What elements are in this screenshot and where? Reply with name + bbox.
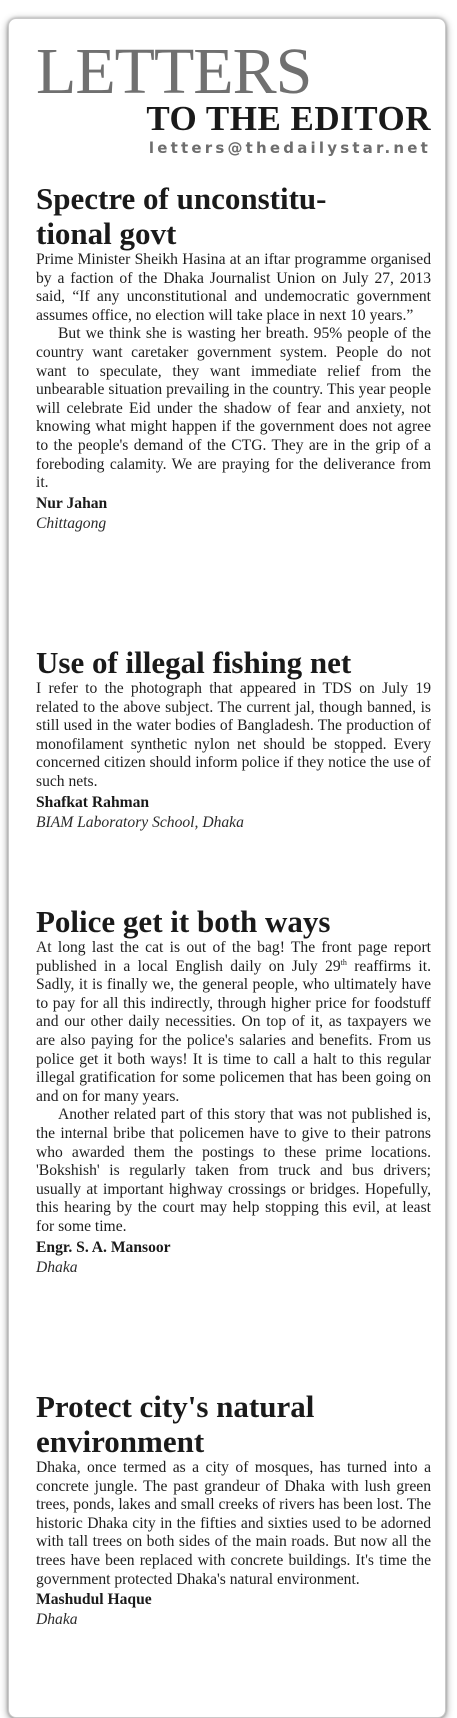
- letter-paragraph: Another related part of this story that was not published is, the internal bribe that policemen have to give to their patrons who awarded them the postings to these prime locations. 'Bokshish' is regularly taken from truck and bus drivers; usually at important highway crossings or bridges. Hopefully, this hearing by the court may help stopping this evil, at least for some time.: [36, 1106, 431, 1235]
- letter-paragraph: Dhaka, once termed as a city of mosques, has turned into a concrete jungle. The past grandeur of Dhaka with lush green trees, ponds, lakes and small creeks of rivers has been lost. The historic Dhaka city in the fifties and sixties used to be adorned with tall trees on both sides of the main roads. But now all the trees have been replaced with concrete buildings. It's time the government protected Dhaka's natural environment.: [36, 1459, 431, 1588]
- letters-column-card: [8, 18, 446, 1718]
- letter-place: Dhaka: [36, 1611, 78, 1629]
- letter-paragraph: But we think she is wasting her breath. 95% people of the country want caretaker government system. People do not want to speculate, they want immediate relief from the unbearable situation prevailing in the country. This year people will celebrate Eid under the shadow of fear and anxiety, not knowing what might happen if the government does not agree to the people's demand of the CTG. They are in the grip of a foreboding calamity. We are praying for the deliverance from it.: [36, 325, 431, 492]
- letter-author: Mashudul Haque: [36, 1591, 152, 1609]
- letter-place: Chittagong: [36, 514, 107, 532]
- paragraph-text: reaffirms it. Sadly, it is finally we, the general people, who ultimately have to pay for all this indirectly, through higher price for foodstuff and our other daily necessities. On top of it, as taxpayers we are also paying for the police's salaries and benefits. From us police get it both ways! It is time to call a halt to this regular illegal gratification for some policemen that has been going on and on for many years.: [36, 957, 431, 1105]
- letter-spectre: [36, 181, 431, 534]
- letter-fishing-net: [36, 645, 431, 833]
- paragraph-text: At long last the cat is out of the bag! The front page report published in a local English daily on July 29: [36, 939, 431, 975]
- letter-author: Engr. S. A. Mansoor: [36, 1238, 171, 1256]
- letter-paragraph: I refer to the photograph that appeared in TDS on July 19 related to the above subject. The current jal, though banned, is still used in the water bodies of Bangladesh. The production of monofilament synthetic nylon net should be stopped. Every concerned citizen should inform police if they notice the use of such nets.: [36, 680, 431, 790]
- letter-place: BIAM Laboratory School, Dhaka: [36, 813, 244, 831]
- letter-paragraph: [36, 939, 431, 1106]
- ordinal-suffix: th: [340, 957, 347, 967]
- masthead-subtitle: TO THE EDITOR: [146, 99, 431, 138]
- letter-paragraph: Prime Minister Sheikh Hasina at an iftar programme organised by a faction of the Dhaka Journalist Union on July 27, 2013 said, “If any unconstitutional and undemocratic government assumes office, no election will take place in next 10 years.”: [36, 251, 431, 324]
- letter-headline: Police get it both ways: [36, 904, 331, 939]
- letter-place: Dhaka: [36, 1258, 78, 1276]
- letter-author: Nur Jahan: [36, 494, 108, 512]
- letter-police: [36, 904, 431, 1278]
- masthead-title: LETTERS: [36, 35, 312, 108]
- letter-headline: Use of illegal fishing net: [36, 645, 352, 680]
- letter-headline: Spectre of unconstitu- tional govt: [36, 181, 327, 251]
- letter-author: Shafkat Rahman: [36, 793, 150, 811]
- editor-email: letters@thedailystar.net: [148, 139, 431, 157]
- letter-environment: [36, 1389, 431, 1630]
- letter-headline: Protect city's natural environment: [36, 1389, 315, 1459]
